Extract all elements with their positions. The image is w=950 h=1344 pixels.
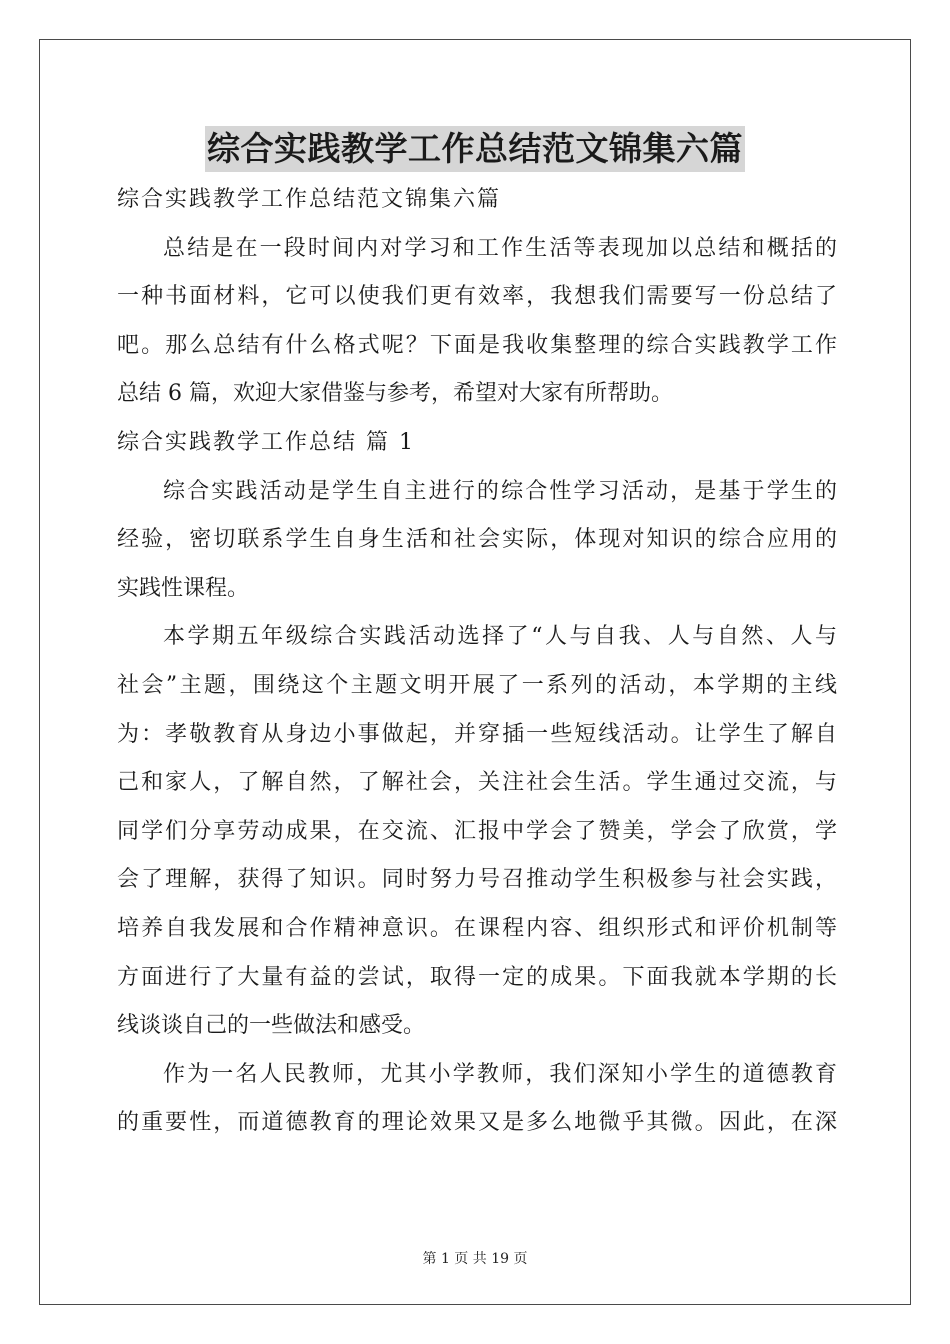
paragraph-line: 同学们分享劳动成果，在交流、汇报中学会了赞美，学会了欣赏，学 [117,818,837,844]
paragraph-line: 作为一名人民教师，尤其小学教师，我们深知小学生的道德教育 [163,1061,837,1087]
page-number-footer: 第 1 页 共 19 页 [422,1251,528,1267]
paragraph-line: 己和家人，了解自然，了解社会，关注社会生活。学生通过交流，与 [117,770,837,796]
document-title-text: 综合实践教学工作总结范文锦集六篇 [205,126,745,172]
paragraph-line: 社会”主题，围绕这个主题文明开展了一系列的活动，本学期的主线 [117,672,837,698]
paragraph-line: 培养自我发展和合作精神意识。在课程内容、组织形式和评价机制等 [117,915,837,941]
paragraph-line: 本学期五年级综合实践活动选择了“人与自我、人与自然、人与 [163,624,837,650]
paragraph-line: 综合实践活动是学生自主进行的综合性学习活动，是基于学生的 [163,478,837,504]
paragraph-line: 线谈谈自己的一些做法和感受。 [117,1013,426,1039]
document-title [0,124,950,174]
paragraph-line: 吧。那么总结有什么格式呢？下面是我收集整理的综合实践教学工作 [117,332,837,358]
paragraph-line: 实践性课程。 [117,575,250,601]
section-heading: 综合实践教学工作总结 篇 1 [117,429,415,455]
document-body [117,176,837,1148]
paragraph-line: 一种书面材料，它可以使我们更有效率，我想我们需要写一份总结了 [117,284,837,310]
paragraph-3 [117,1051,837,1148]
paragraph-line: 总结是在一段时间内对学习和工作生活等表现加以总结和概括的 [163,235,837,261]
paragraph-1 [117,468,837,614]
intro-paragraph [117,225,837,419]
paragraph-2 [117,613,837,1050]
paragraph-line: 经验，密切联系学生自身生活和社会实际，体现对知识的综合应用的 [117,527,837,553]
paragraph-line: 会了理解，获得了知识。同时努力号召推动学生积极参与社会实践， [117,867,837,893]
paragraph-line: 的重要性，而道德教育的理论效果又是多么地微乎其微。因此，在深 [117,1110,837,1136]
paragraph-line: 方面进行了大量有益的尝试，取得一定的成果。下面我就本学期的长 [117,964,837,990]
document-subtitle: 综合实践教学工作总结范文锦集六篇 [117,187,502,212]
paragraph-line: 总结 6 篇，欢迎大家借鉴与参考，希望对大家有所帮助。 [117,381,673,407]
paragraph-line: 为：孝敬教育从身边小事做起，并穿插一些短线活动。让学生了解自 [117,721,837,747]
